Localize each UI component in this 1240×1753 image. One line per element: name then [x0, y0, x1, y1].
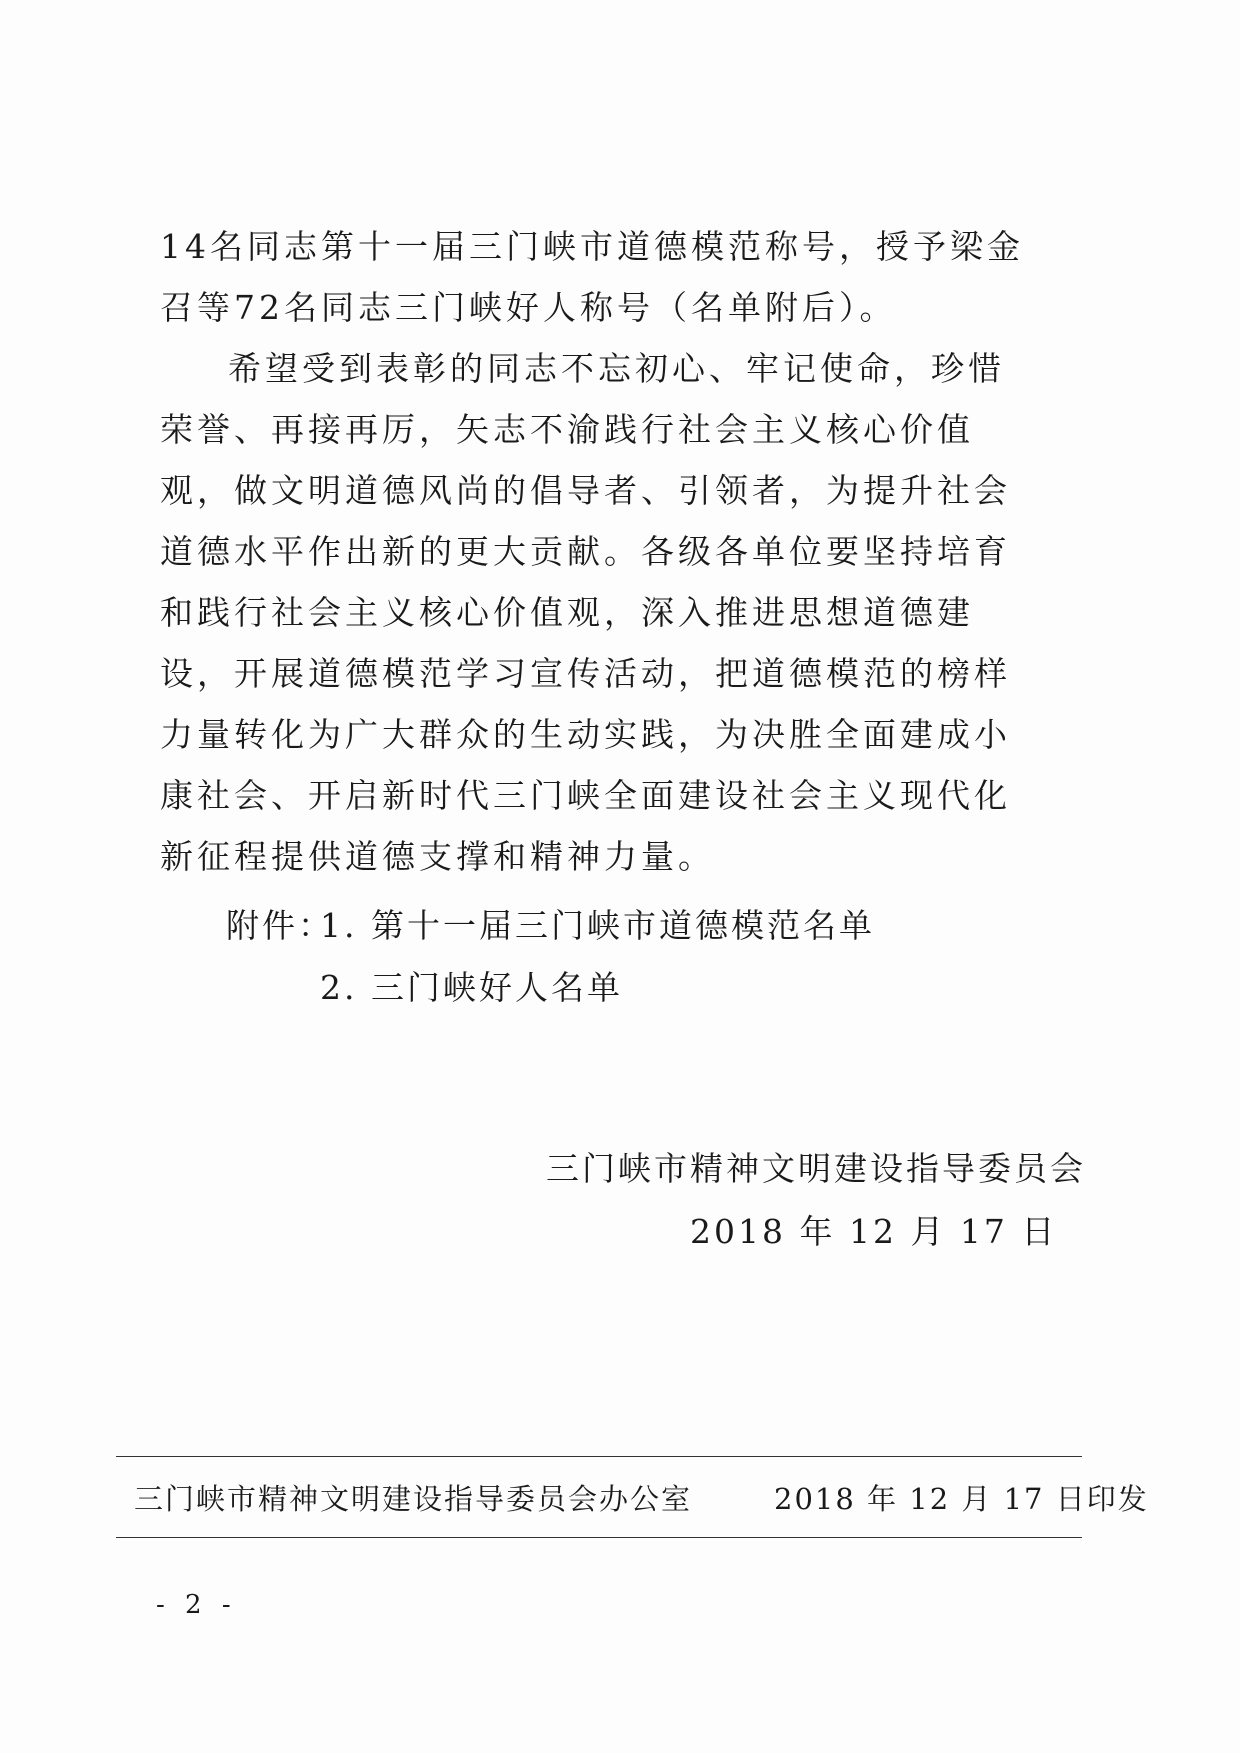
attachments-label: 附件：	[226, 906, 334, 945]
signature-organization: 三门峡市精神文明建设指导委员会	[546, 1149, 1086, 1188]
body-paragraph-main: 希望受到表彰的同志不忘初心、牢记使命，珍惜荣誉、再接再厉，矢志不渝践行社会主义核心价值观，做文明道德风尚的倡导者、引领者，为提升社会道德水平作出新的更大贡献。各级各单位要坚持培育和践行社会主义核心价值观，深入推进思想道德建设，开展道德模范学习宣传活动，把道德模范的榜样力量转化为广大群众的生动实践，为决胜全面建成小康社会、开启新时代三门峡全面建设社会主义现代化新征程提供道德支撑和精神力量。	[160, 349, 1011, 876]
footer-bottom-rule	[116, 1537, 1082, 1538]
attachment-item-2: 2. 三门峡好人名单	[320, 968, 623, 1007]
body-paragraph-continuation: 14名同志第十一届三门峡市道德模范称号，授予梁金召等72名同志三门峡好人称号（名单附后）。	[160, 227, 1024, 327]
footer-top-rule	[116, 1456, 1082, 1457]
footer-issue-date: 2018 年 12 月 17 日印发	[774, 1482, 1149, 1516]
signature-date: 2018 年 12 月 17 日	[690, 1212, 1058, 1251]
footer-issuer: 三门峡市精神文明建设指导委员会办公室	[134, 1482, 693, 1516]
page-number: - 2 -	[156, 1590, 237, 1620]
attachment-item-1: 1. 第十一届三门峡市道德模范名单	[320, 906, 875, 945]
